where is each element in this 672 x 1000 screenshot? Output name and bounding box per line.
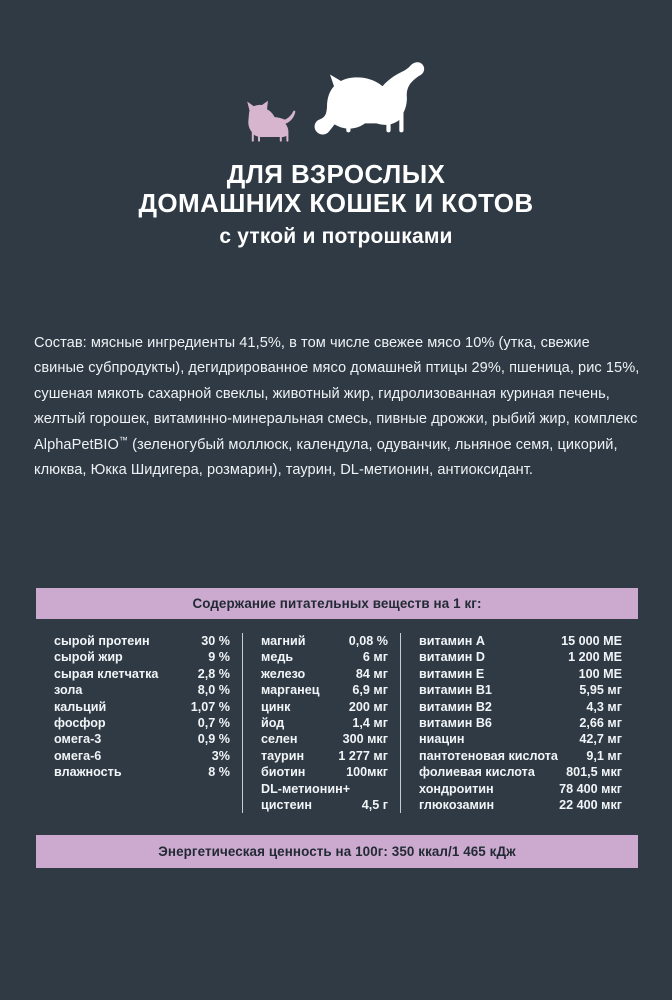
hero-section	[0, 0, 672, 249]
nutrient-label: ниацин	[419, 732, 465, 747]
nutrient-label: хондроитин	[419, 781, 494, 796]
nutrient-label: глюкозамин	[419, 798, 495, 813]
product-title-block	[0, 160, 672, 249]
nutrition-row	[54, 748, 230, 764]
nutrient-label: сырая клетчатка	[54, 666, 159, 681]
nutrition-row	[261, 764, 388, 780]
nutrient-label: омега-6	[54, 748, 102, 763]
nutrient-value: 78 400 мкг	[559, 781, 622, 796]
nutrient-label: витамин А	[419, 634, 485, 648]
adult-cat-silhouette-icon	[309, 60, 431, 146]
nutrition-row	[54, 715, 230, 731]
nutrient-value: 200 мг	[348, 699, 388, 714]
nutrient-label: витамин В2	[419, 699, 492, 714]
nutrition-table	[36, 588, 638, 868]
nutrient-value: 15 000 МЕ	[561, 634, 622, 648]
nutrition-row	[419, 682, 622, 698]
nutrition-column-minerals	[242, 633, 400, 813]
nutrient-label: йод	[261, 716, 285, 731]
nutrient-value: 2,8 %	[197, 666, 230, 681]
nutrition-row	[261, 633, 388, 649]
nutrient-label: витамин Е	[419, 666, 485, 681]
nutrient-value: 300 мкг	[342, 732, 388, 747]
nutrient-label: таурин	[261, 748, 305, 763]
nutrient-label: витамин D	[419, 650, 485, 665]
composition-text: Состав: мясные ингредиенты 41,5%, в том числе свежее мясо 10% (утка, свежие свиные субпродукты), дегидрированное мясо домашней птицы 29%, пшеница, рис 15%, сушеная мякоть сахарной свеклы, животный жир, гидролизованная куриная печень, желтый горошек, витаминно-минеральная смесь, пивные дрожжи, рыбий жир, комплекс AlphaPetBIO™ (зеленогубый моллюск, календула, одуванчик, льняное семя, цикорий, клюква, Юкка Шидигера, розмарин), таурин, DL-метионин, антиоксидант.	[34, 334, 640, 479]
nutrient-value: 0,9 %	[197, 732, 230, 747]
nutrient-value: 22 400 мкг	[559, 798, 622, 813]
nutrient-value: 8 %	[208, 765, 230, 780]
nutrition-row	[54, 699, 230, 715]
nutrition-row	[54, 649, 230, 665]
nutrition-row	[419, 781, 622, 797]
nutrient-label: магний	[261, 634, 306, 648]
nutrient-value: 1,4 мг	[352, 716, 388, 731]
nutrition-row	[419, 764, 622, 780]
nutrient-value: 100 МЕ	[578, 666, 622, 681]
nutrition-row	[261, 781, 388, 797]
nutrition-row	[54, 731, 230, 747]
nutrient-label: цинк	[261, 699, 291, 714]
nutrient-label: витамин В1	[419, 683, 492, 698]
nutrition-row	[54, 633, 230, 649]
kitten-silhouette-icon	[241, 98, 303, 146]
nutrient-label: пантотеновая кислота	[419, 748, 558, 763]
nutrition-row	[261, 682, 388, 698]
nutrition-column-proximate	[36, 633, 242, 813]
nutrient-label: цистеин	[261, 798, 313, 813]
nutrient-value: 84 мг	[355, 666, 388, 681]
nutrient-label: биотин	[261, 765, 306, 780]
nutrient-value: 0,7 %	[197, 716, 230, 731]
nutrition-column-vitamins	[400, 633, 638, 813]
nutrition-row	[419, 699, 622, 715]
nutrient-value: 3%	[211, 748, 230, 763]
nutrient-label: сырой жир	[54, 650, 123, 665]
nutrition-row	[419, 666, 622, 682]
nutrition-row	[54, 666, 230, 682]
title-line-1: ДЛЯ ВЗРОСЛЫХ	[226, 159, 446, 189]
nutrition-row	[419, 633, 622, 649]
energy-value-bar: Энергетическая ценность на 100г: 350 ккал/1 465 кДж	[36, 835, 638, 868]
nutrient-label: фосфор	[54, 716, 106, 731]
nutrition-row	[419, 797, 622, 813]
nutrient-label: зола	[54, 683, 83, 698]
nutrient-label: омега-3	[54, 732, 102, 747]
nutrition-row	[54, 764, 230, 780]
title-line-2: ДОМАШНИХ КОШЕК И КОТОВ	[138, 188, 534, 219]
nutrient-value: 0,08 %	[348, 634, 388, 648]
cat-silhouettes-group	[0, 58, 672, 146]
nutrition-row	[261, 731, 388, 747]
nutrient-value: 4,3 мг	[586, 699, 622, 714]
nutrient-value: 6 мг	[362, 650, 388, 665]
nutrient-value: 100мкг	[346, 765, 388, 780]
nutrient-label: кальций	[54, 699, 107, 714]
nutrition-row	[261, 715, 388, 731]
nutrition-table-header: Содержание питательных веществ на 1 кг:	[36, 588, 638, 619]
nutrient-label: DL-метионин+	[261, 781, 351, 796]
nutrition-row	[419, 731, 622, 747]
nutrition-row	[261, 649, 388, 665]
nutrition-row	[261, 699, 388, 715]
nutrition-table-body	[36, 619, 638, 825]
nutrient-value: 8,0 %	[197, 683, 230, 698]
nutrient-label: марганец	[261, 683, 320, 698]
nutrient-value: 9 %	[208, 650, 230, 665]
nutrient-label: селен	[261, 732, 298, 747]
nutrient-label: медь	[261, 650, 294, 665]
nutrition-row	[419, 715, 622, 731]
trademark-mark: ™	[118, 434, 128, 445]
nutrient-value: 30 %	[201, 634, 230, 648]
nutrient-value: 1,07 %	[190, 699, 230, 714]
nutrient-value: 1 200 МЕ	[568, 650, 622, 665]
nutrient-value: 5,95 мг	[579, 683, 622, 698]
nutrient-value: 4,5 г	[361, 798, 388, 813]
nutrition-row	[419, 748, 622, 764]
nutrition-row	[54, 682, 230, 698]
nutrition-row	[261, 797, 388, 813]
nutrient-value: 1 277 мг	[338, 748, 388, 763]
nutrient-label: железо	[261, 666, 306, 681]
nutrient-value: 42,7 мг	[579, 732, 622, 747]
nutrient-label: влажность	[54, 765, 122, 780]
nutrition-row	[261, 666, 388, 682]
product-subtitle: с уткой и потрошками	[219, 225, 453, 249]
nutrient-value: 6,9 мг	[352, 683, 388, 698]
nutrient-label: витамин В6	[419, 716, 492, 731]
nutrition-row	[419, 649, 622, 665]
nutrient-label: фолиевая кислота	[419, 765, 535, 780]
nutrition-row	[261, 748, 388, 764]
nutrient-value: 2,66 мг	[579, 716, 622, 731]
nutrient-value: 801,5 мкг	[566, 765, 622, 780]
nutrient-value: 9,1 мг	[586, 748, 622, 763]
nutrient-label: сырой протеин	[54, 634, 150, 648]
